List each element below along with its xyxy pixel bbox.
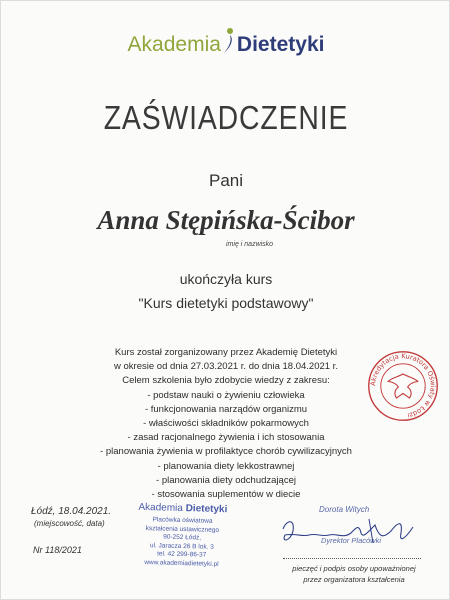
salutation: Pani — [208, 171, 244, 190]
signature-caption-line2: przez organizatora kształcenia — [303, 575, 405, 584]
institution-stamp-logo — [132, 502, 234, 517]
accreditation-round-stamp — [366, 349, 440, 423]
body-line: - planowania diety lekkostrawnej — [157, 460, 295, 472]
signatory-role: Dyrektor Placówki — [321, 536, 382, 545]
place-date: Łódź, 18.04.2021. — [31, 506, 112, 517]
body-line: w okresie od dnia 27.03.2021 r. do dnia 18.04.2021 r. — [114, 361, 338, 373]
body-line: - planowania diety odchudzającej — [156, 474, 296, 486]
logo-text-akademia: Akademia — [127, 33, 221, 56]
stamp-logo-dietetyki: Dietetyki — [185, 503, 228, 516]
recipient-name: Anna Stępińska-Ścibor — [97, 205, 355, 235]
stamp-line: Placówka oświatowa — [152, 516, 213, 525]
course-name: "Kurs dietetyki podstawowy" — [138, 295, 314, 311]
body-line: - podstaw nauki o żywieniu człowieka — [147, 389, 305, 401]
svg-text:Akredytacja Kuratora Oświaty w — [369, 352, 437, 419]
completed-text: ukończyła kurs — [179, 271, 273, 287]
body-line: - stosowania suplementów w diecie — [151, 489, 301, 501]
stamp-logo-akademia: Akademia — [138, 501, 184, 515]
logo-figure-icon — [222, 27, 236, 57]
stamp-line: ul. Jaracza 26 B lok. 3 — [149, 541, 214, 551]
body-line: Celem szkolenia było zdobycie wiedzy z zakresu: — [122, 375, 330, 387]
course-description — [76, 346, 376, 502]
body-line: - zasad racjonalnego żywienia i ich stosowania — [127, 432, 325, 444]
name-caption: imię i nazwisko — [226, 241, 274, 248]
signature-line — [283, 558, 421, 559]
body-line: - właściwości składników pokarmowych — [143, 418, 309, 430]
round-stamp-text: Akredytacja Kuratora Oświaty w Łodzi — [369, 352, 437, 420]
logo-text-dietetyki: Dietetyki — [236, 33, 325, 56]
stamp-line: www.akademiadietetyki.pl — [144, 558, 219, 568]
stamp-line: kształcenia ustawicznego — [145, 524, 220, 534]
stamp-line: 90-252 Łódź, — [163, 533, 202, 542]
body-line: Kurs został zorganizowany przez Akademię Dietetyki — [114, 347, 338, 358]
signatory-name: Dorota Witych — [319, 505, 370, 514]
institution-stamp — [130, 502, 234, 583]
certificate-number: Nr 118/2021 — [33, 545, 82, 555]
signature-caption-line1: pieczęć i podpis osoby upoważnionej — [292, 564, 416, 573]
akademia-dietetyki-logo — [1, 27, 450, 58]
place-date-caption: (miejscowość, data) — [34, 519, 105, 528]
certificate-title: ZAŚWIADCZENIE — [103, 99, 349, 136]
handwritten-signature — [273, 509, 423, 553]
stamp-line: tel. 42 299-86-37 — [157, 550, 207, 559]
body-line: - funkcjonowania narządów organizmu — [144, 403, 308, 415]
body-line: - planowania żywienia w profilaktyce chorób cywilizacyjnych — [100, 446, 352, 458]
